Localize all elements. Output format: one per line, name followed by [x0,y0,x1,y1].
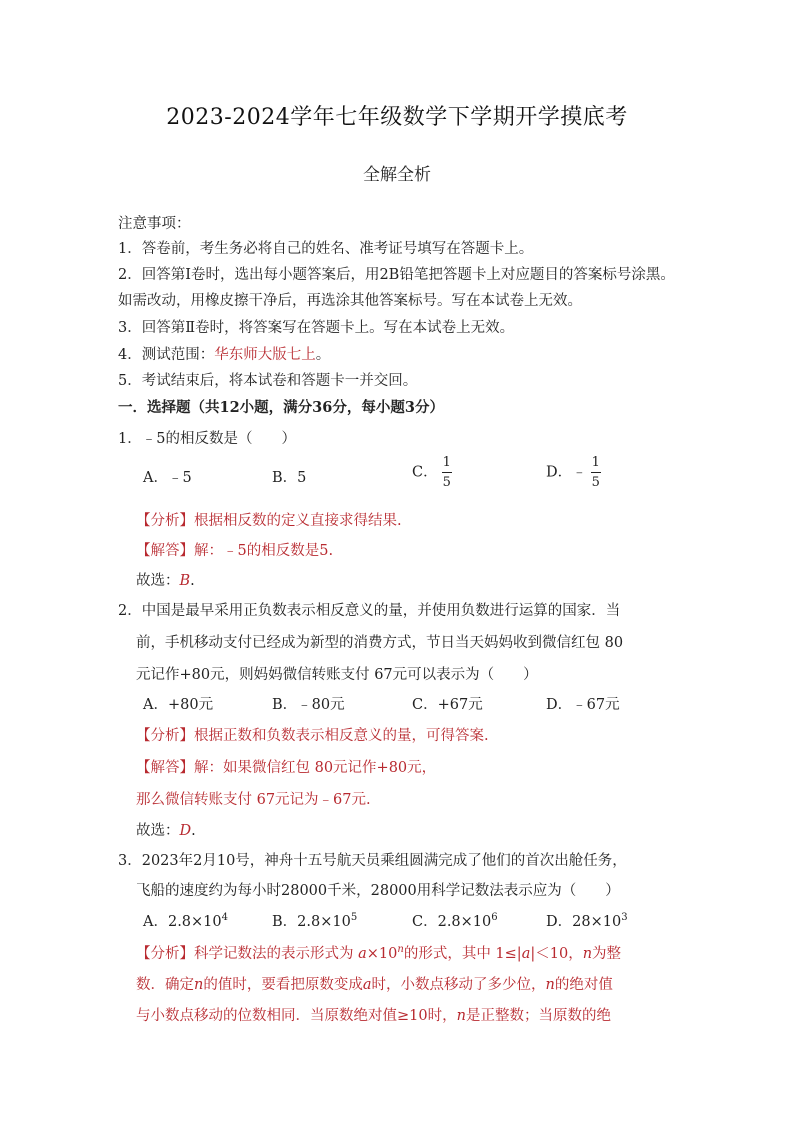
q2-stem-line-1: 2．中国是最早采用正负数表示相反意义的量，并使用负数进行运算的国家．当 [118,603,621,619]
q2-analysis [136,724,489,745]
q2-option-b: B．﹣80元 [272,697,345,713]
note-2: 2．回答第Ⅰ卷时，选出每小题答案后，用2B铅笔把答题卡上对应题目的答案标号涂黑。 [118,267,675,283]
choice-period: . [191,823,196,839]
q1-choice-letter: B [179,573,191,589]
q3-stem-line-1: 3．2023年2月10号，神舟十五号航天员乘组圆满完成了他们的首次出舱任务， [118,853,627,869]
q1-solution-text: 解：﹣5的相反数是5. [194,543,334,559]
fraction-denominator: 5 [591,475,600,490]
var-n: n [456,1008,466,1024]
q1-option-a: A．﹣5 [143,470,192,486]
answer-tag: 【解答】 [136,543,194,559]
q2-stem-line-2: 前，手机移动支付已经成为新型的消费方式，节日当天妈妈收到微信红包 80 [136,635,624,651]
q3-analysis-text: 科学记数法的表示形式为 [194,946,359,962]
q3-stem-line-2: 飞船的速度约为每小时28000千米，28000用科学记数法表示应为（ ） [136,883,620,899]
note-1: 1．答卷前，考生务必将自己的姓名、准考证号填写在答题卡上。 [118,241,534,257]
q3-analysis-line-3 [136,1004,611,1025]
analysis-tag: 【分析】 [136,513,194,529]
note-5: 5．考试结束后，将本试卷和答题卡一并交回。 [118,373,418,389]
note-4 [118,343,330,364]
q2-analysis-text: 根据正数和负数表示相反意义的量，可得答案. [194,728,489,744]
choice-label: 故选： [136,823,180,839]
note-3: 3．回答第Ⅱ卷时，将答案写在答题卡上。写在本试卷上无效。 [118,320,515,336]
q2-solution [136,756,436,777]
q3-analysis-text: 的绝对值 [554,977,613,993]
q1-option-c-label: C． [412,464,438,481]
q2-option-d: D．﹣67元 [546,697,620,713]
q3-option-a [143,910,228,931]
q3-option-a-exponent: 4 [221,912,229,923]
fraction-bar [442,472,452,473]
q3-analysis-text: 的值时，要看把原数变成 [203,977,363,993]
q3-analysis-text: 与小数点移动的位数相同．当原数绝对值≥10时， [136,1008,457,1024]
q1-analysis-text: 根据相反数的定义直接求得结果. [194,513,402,529]
fraction-numerator: 1 [442,455,451,470]
q3-option-b-exponent: 5 [350,912,358,923]
analysis-tag: 【分析】 [136,728,194,744]
q3-option-d-exponent: 3 [621,912,628,923]
test-range: 华东师大版七上 [214,347,316,363]
q2-choice-letter: D [179,823,192,839]
q3-analysis-line-2 [136,973,613,994]
q3-analysis-text: 时，小数点移动了多少位， [371,977,546,993]
note-4-prefix: 4．测试范围： [118,347,215,363]
choice-label: 故选： [136,573,180,589]
q2-solution-line-2: 那么微信转账支付 67元记为﹣67元. [136,792,371,808]
q2-option-c: C．+67元 [412,697,483,713]
document-subtitle: 全解全析 [363,165,431,185]
q1-option-d [546,456,601,489]
q2-solution-text: 解：如果微信红包 80元记作+80元， [194,760,437,776]
q3-option-b-label: B．2.8×10 [272,914,351,930]
q3-option-c [412,910,498,931]
fraction-bar [591,472,601,473]
fraction-neg-one-fifth [591,456,601,489]
note-4-suffix: 。 [315,347,331,363]
q3-option-c-label: C．2.8×10 [412,914,492,930]
q2-stem-line-3: 元记作+80元，则妈妈微信转账支付 67元可以表示为（ ） [136,667,538,683]
q1-solution [136,539,333,560]
q1-option-b: B．5 [272,470,307,486]
var-n: n [545,977,555,993]
var-a: a [358,946,367,962]
q1-option-d-label: D．﹣ [546,464,587,481]
q3-analysis-line-1 [136,942,621,963]
var-a: a [521,946,531,962]
exponent-n: n [397,944,404,955]
q1-stem: 1．﹣5的相反数是（ ） [118,431,296,447]
q3-option-d-label: D．28×10 [546,914,622,930]
var-n: n [582,946,593,962]
var-n: n [194,977,204,993]
q1-analysis [136,509,402,530]
var-a: a [362,977,372,993]
q3-option-a-label: A．2.8×10 [143,914,222,930]
q3-analysis-text: 数．确定 [136,977,194,993]
q3-analysis-text: 为整 [592,946,622,962]
q3-analysis-text: |＜10， [530,946,583,962]
section-heading: 一．选择题（共12小题，满分36分，每小题3分） [118,399,444,416]
times-ten: ×10 [366,946,398,962]
fraction-numerator: 1 [591,455,600,470]
q2-choice [136,819,196,840]
answer-tag: 【解答】 [136,760,194,776]
q1-choice [136,569,195,590]
document-title: 2023-2024学年七年级数学下学期开学摸底考 [166,105,628,130]
analysis-tag: 【分析】 [136,946,194,962]
q3-option-d [546,910,628,931]
q3-analysis-text: 是正整数；当原数的绝 [465,1008,611,1024]
q3-option-c-exponent: 6 [491,912,498,923]
q3-option-b [272,910,357,931]
q1-option-c [412,456,452,489]
fraction-one-fifth [442,456,452,489]
notes-heading: 注意事项： [118,216,191,232]
fraction-denominator: 5 [442,475,451,490]
choice-period: . [190,573,195,589]
q2-option-a: A．+80元 [143,697,214,713]
note-2-continued: 如需改动，用橡皮擦干净后，再选涂其他答案标号。写在本试卷上无效。 [118,293,582,309]
q3-analysis-text: 的形式，其中 1≤| [403,946,522,962]
